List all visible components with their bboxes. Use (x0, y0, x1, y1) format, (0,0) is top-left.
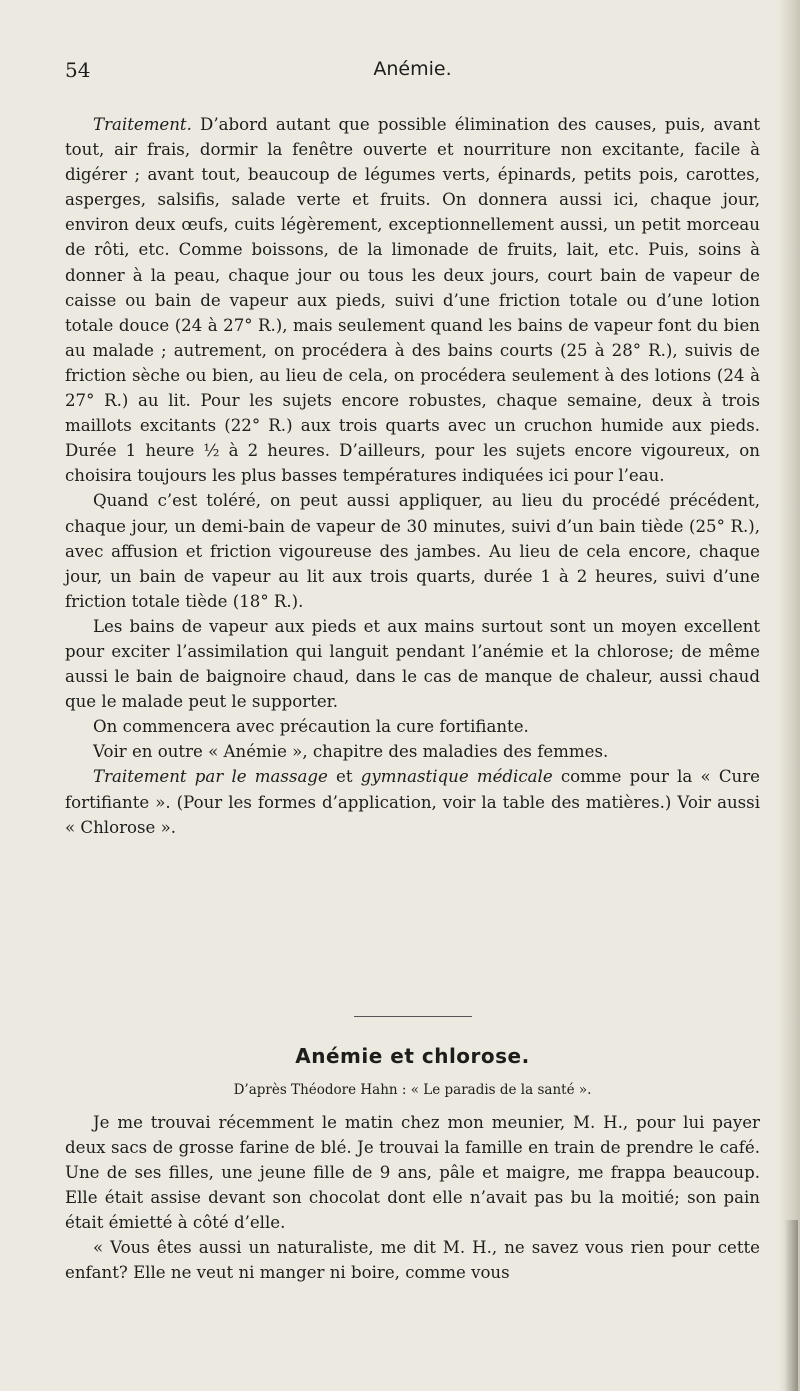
section-title: Anémie et chlorose. (295, 1044, 530, 1068)
page-edge-shadow (778, 0, 800, 1391)
running-title: Anémie. (373, 58, 452, 80)
paragraph: Voir en outre « Anémie », chapitre des maladies des femmes. (93, 742, 609, 762)
paragraph: « Vous êtes aussi un naturaliste, me dit M. H., ne savez vous rien pour cette enfant? Elle ne veut ni manger ni boire, comme vous (65, 1238, 760, 1282)
paragraph-text: D’abord autant que possible élimination des causes, puis, avant tout, air frais, dormir la fenêtre ouverte et nourriture non excitante, facile à digérer ; avant tout, beaucoup de légumes verts, épinards, petits pois, carottes, asperges, salsifis, salade verte et fruits. On donnera aussi ici, chaque jour, environ deux œufs, cuits légèrement, exceptionnellement aussi, un petit morceau de rôti, etc. Comme boissons, de la limonade de fruits, lait, etc. Puis, soins à donner à la peau, chaque jour ou tous les deux jours, court bain de vapeur de caisse ou bain de vapeur aux pieds, suivi d’une friction totale ou d’une lotion totale douce (24 à 27° R.), mais seulement quand les bains de vapeur font du bien au malade ; autrement, on procédera à des bains courts (25 à 28° R.), suivis de friction sèche ou bien, au lieu de cela, on procédera seulement à des lotions (24 à 27° R.) au lit. Pour les sujets encore robustes, chaque semaine, deux à trois maillots excitants (22° R.) aux trois quarts avec un cruchon humide aux pieds. Durée 1 heure ½ à 2 heures. D’ailleurs, pour les sujets encore vigoureux, on choisira toujours les plus basses températures indiquées ici pour l’eau. (65, 115, 760, 486)
paragraph: Les bains de vapeur aux pieds et aux mains surtout sont un moyen excellent pour exciter l’assimilation qui languit pendant l’anémie et la chlorose; de même aussi le bain de baignoire chaud, dans le cas de manque de chaleur, aussi chaud que le malade peut le supporter. (65, 616, 760, 712)
italic-phrase: gymnastique médicale (360, 767, 553, 787)
paragraph: Quand c’est toléré, on peut aussi appliquer, au lieu du procédé précédent, chaque jour, un demi-bain de vapeur de 30 minutes, suivi d’un bain tiède (25° R.), avec affusion et friction vigoureuse des jambes. Au lieu de cela encore, chaque jour, un bain de vapeur au lit aux trois quarts, durée 1 à 2 heures, suivi d’une friction totale tiède (18° R.). (65, 491, 760, 611)
page-edge-shadow (784, 1220, 798, 1391)
paragraph-text: comme pour la « Cure fortifiante ». (Pour les formes d’application, voir la table des matières.) Voir aussi « Chlorose ». (65, 767, 760, 837)
treatment-heading: Traitement. (93, 115, 192, 134)
page-number: 54 (65, 58, 91, 82)
paragraph: Je me trouvai récemment le matin chez mon meunier, M. H., pour lui payer deux sacs de grosse farine de blé. Je trouvai la famille en train de prendre le café. Une de ses filles, une jeune fille de 9 ans, pâle et maigre, me frappa beaucoup. Elle était assise devant son chocolat dont elle n’avait pas bu la moitié; son pain était émietté à côté d’elle. (65, 1113, 760, 1232)
section-source: D’après Théodore Hahn : « Le paradis de la santé ». (233, 1082, 592, 1098)
paragraph: On commencera avec précaution la cure fortifiante. (93, 717, 529, 737)
page-header (65, 58, 760, 88)
treatment-text (65, 112, 760, 840)
italic-phrase: Traitement par le massage (93, 767, 328, 787)
paragraph (65, 764, 760, 839)
section-text (65, 1110, 760, 1285)
paragraph (65, 112, 760, 488)
paragraph-text: et (327, 767, 361, 787)
section-divider (354, 1016, 472, 1017)
